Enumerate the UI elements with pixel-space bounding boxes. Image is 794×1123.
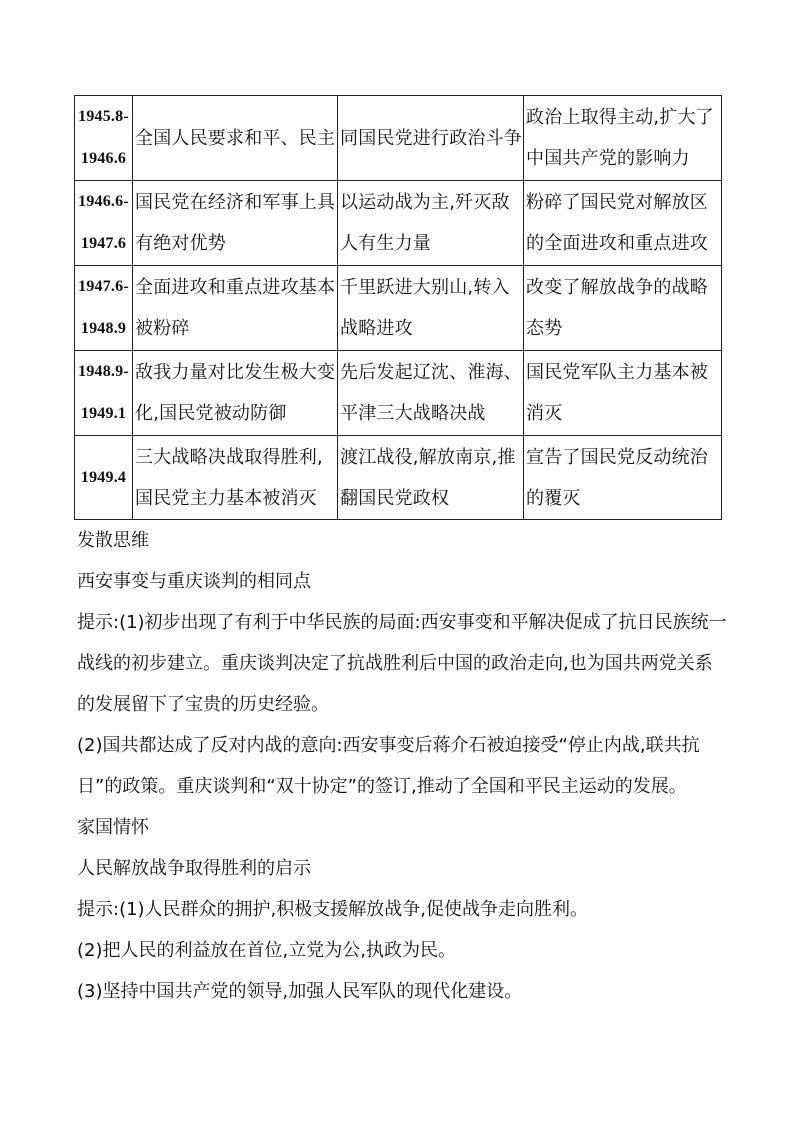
date-cell: 1947.6- 1948.9 (75, 266, 133, 351)
strategy-cell: 渡江战役,解放南京,推翻国民党政权 (338, 436, 524, 520)
hint-paragraph: 提示:(1)人民群众的拥护,积极支援解放战争,促使战争走向胜利。 (77, 899, 589, 920)
date-cell: 1948.9- 1949.1 (75, 351, 133, 436)
situation-cell: 国民党在经济和军事上具有绝对优势 (133, 181, 338, 266)
table-row (75, 351, 722, 436)
strategy-cell: 以运动战为主,歼灭敌人有生力量 (338, 181, 524, 266)
situation-cell: 全国人民要求和平、民主 (133, 96, 338, 181)
result-cell: 宣告了国民党反动统治的覆灭 (524, 436, 722, 520)
date-cell: 1949.4 (75, 436, 133, 520)
result-cell: 粉碎了国民党对解放区的全面进攻和重点进攻 (524, 181, 722, 266)
date-cell: 1945.8- 1946.6 (75, 96, 133, 181)
strategy-cell: 同国民党进行政治斗争 (338, 96, 524, 181)
liberation-war-table (74, 95, 722, 520)
result-cell: 改变了解放战争的战略态势 (524, 266, 722, 351)
date-cell: 1946.6- 1947.6 (75, 181, 133, 266)
table-row (75, 266, 722, 351)
situation-cell: 全面进攻和重点进攻基本被粉碎 (133, 266, 338, 351)
section-topic: 人民解放战争取得胜利的启示 (77, 858, 311, 879)
section-topic: 西安事变与重庆谈判的相同点 (77, 571, 311, 592)
strategy-cell: 先后发起辽沈、淮海、平津三大战略决战 (338, 351, 524, 436)
strategy-cell: 千里跃进大别山,转入战略进攻 (338, 266, 524, 351)
situation-cell: 三大战略决战取得胜利,国民党主力基本被消灭 (133, 436, 338, 520)
hint-paragraph: 提示:(1)初步出现了有利于中华民族的局面:西安事变和平解决促成了抗日民族统一战线的初步建立。重庆谈判决定了抗战胜利后中国的政治走向,也为国共两党关系的发展留下了宝贵的历史经验。 (77, 612, 727, 715)
result-cell: 政治上取得主动,扩大了中国共产党的影响力 (524, 96, 722, 181)
section-heading-divergent: 发散思维 (77, 530, 149, 551)
table-row (75, 436, 722, 520)
hint-paragraph: (2)把人民的利益放在首位,立党为公,执政为民。 (77, 940, 456, 961)
result-cell: 国民党军队主力基本被消灭 (524, 351, 722, 436)
table-row (75, 181, 722, 266)
hint-paragraph: (2)国共都达成了反对内战的意向:西安事变后蒋介石被迫接受“停止内战,联共抗日”的政策。重庆谈判和“双十协定”的签订,推动了全国和平民主运动的发展。 (77, 735, 700, 797)
situation-cell: 敌我力量对比发生极大变化,国民党被动防御 (133, 351, 338, 436)
body-text (77, 520, 727, 1012)
hint-paragraph: (3)坚持中国共产党的领导,加强人民军队的现代化建设。 (77, 981, 523, 1002)
section-heading-homeland: 家国情怀 (77, 817, 149, 838)
table-row (75, 96, 722, 181)
